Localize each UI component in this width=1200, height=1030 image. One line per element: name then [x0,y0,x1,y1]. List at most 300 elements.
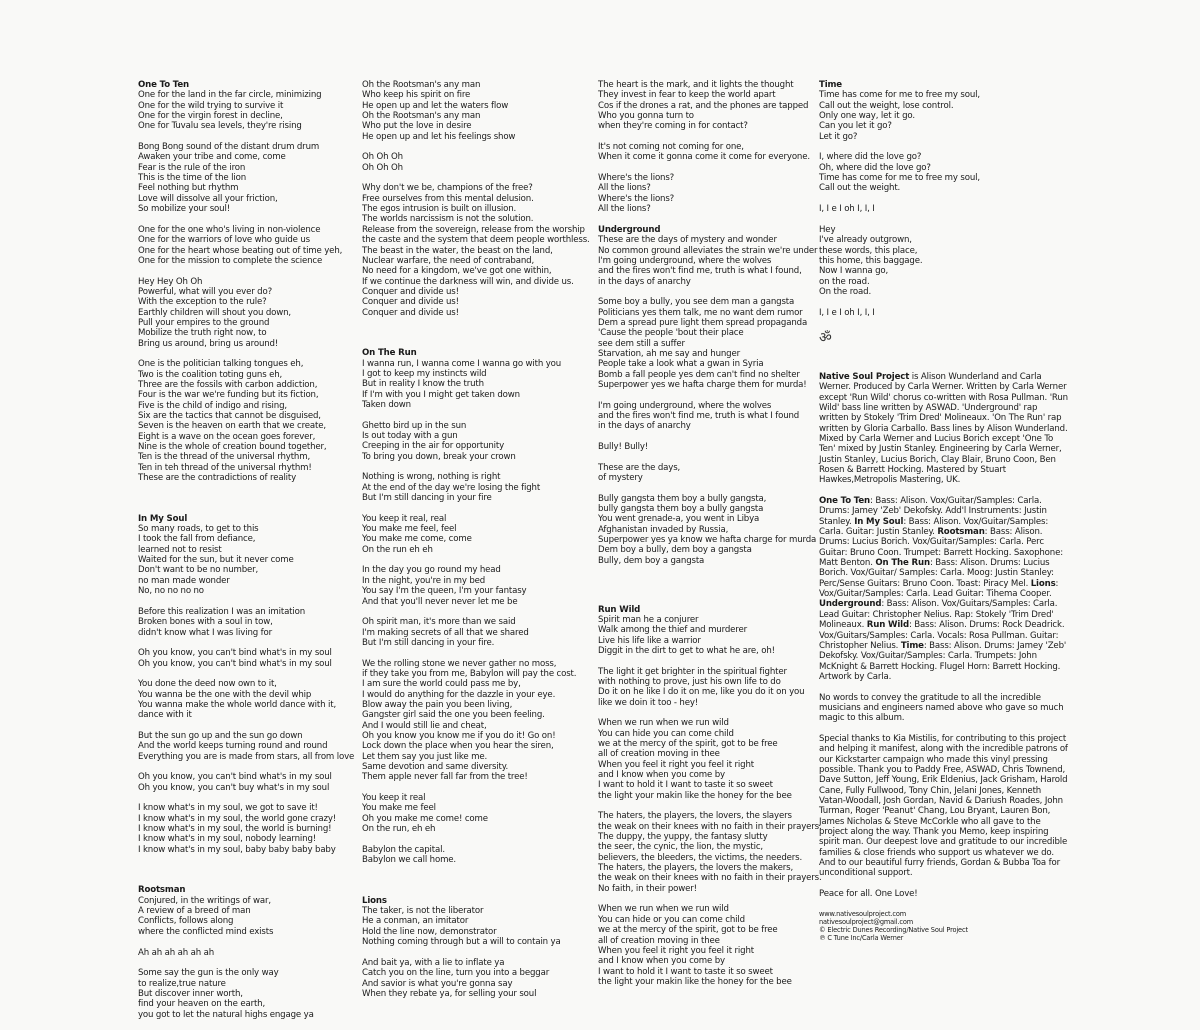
lyric-line: One for the wild trying to survive it [138,100,284,111]
lyric-line: Earthly children will shout you down, [138,307,292,318]
lyric-line: Hold the line now, demonstrator [362,926,497,937]
lyric-line: One for Tuvalu sea levels, they're rising [138,121,302,132]
song-title: Lions [362,895,387,906]
lyric-line: Oh you know, you can't bind what's in my soul [138,658,332,669]
song-on-the-run [362,348,592,865]
stanza [598,493,817,566]
lyric-line: on the road. [819,276,870,287]
lyric-line: Same devotion and same diversity. [362,762,509,772]
lyric-line: Eight is a wave on the ocean goes forever, [138,431,316,442]
song-lions-cont [598,80,810,214]
lyric-line: People take a look what a gwan in Syria [598,359,764,370]
lyric-line: Oh spirit man, it's more than we said [362,617,516,628]
song-underground [598,224,818,566]
lyric-line: Four is the war we're funding but its fiction, [138,390,319,401]
lyric-line: the light your makin like the honey for the bee [598,790,792,801]
stanza [138,731,358,762]
lyric-line: Let them say you just like me. [362,751,488,762]
stanza [138,885,358,937]
credits-intro-bold: Native Soul Project [819,371,910,382]
lyric-line: Oh you know, you can't bind what's in my soul [138,648,332,659]
stanza [138,648,358,669]
stanza [598,811,822,894]
lyric-line: Creeping in the air for opportunity [362,441,505,452]
lyric-line: Don't want to be no number, [138,565,259,576]
lyric-line: Politicians yes them talk, me no want dem rumor [598,307,803,318]
stanza [598,718,810,801]
lyric-line: Oh you know you know me if you do it! Go on! [362,730,556,741]
lyric-line: the light your makin like the honey for the bee [598,976,792,987]
lyric-line: Release from the sovereign, release from the worship [362,224,585,235]
lyric-line: Dem a spread pure light them spread propaganda [598,317,808,328]
credits-peace: Peace for all. One Love! [819,889,918,900]
lyric-line: Hey [819,224,836,235]
lyric-line: Waited for the sun, but it never come [138,555,294,566]
stanza [138,142,358,214]
lyric-line: and I know when you come by [598,770,725,780]
lyric-line: I, I e I oh I, I, I [819,204,875,215]
credit-song-name: Underground [819,599,882,610]
lyric-line: But I'm still dancing in your fire [362,493,492,504]
lyric-line: Why don't we be, champions of the free? [362,183,533,194]
lyric-line: believers, the bleeders, the victims, the needers. [598,852,803,863]
lyric-line: Gangster girl said the one you been feeling. [362,710,545,721]
lyric-line: Time has come for me to free my soul, [819,173,980,184]
lyric-line: The egos intrusion is built on illusion. [362,204,517,215]
lyric-line: These are the days, [598,462,681,473]
lyric-line: these words, this place, [819,245,918,256]
credit-song-text: : Bass: Alison. Drums: Lucius Borich. Vox/Guitar/ Samples: Carla. Moog: Justin Stanley: Perc/Sense Guitars: Bruno Coon. Toast: Piracy Mel. [819,558,1054,589]
lyric-line: Ah ah ah ah ah ah [138,947,214,958]
song-title: Run Wild [598,604,641,615]
lyric-line: with nothing to prove, just his own life to do [598,676,781,687]
stanza [819,225,1069,297]
lyric-line: I know what's in my soul, we got to save it! [138,803,318,814]
song-rootsman [138,885,358,1019]
stanza [362,183,592,317]
lyric-line: Ten in teh thread of the universal rhythm! [138,462,312,473]
lyric-line: So many roads, to get to this [138,524,259,535]
lyric-line: Oh you know, you can't buy what's in my soul [138,782,330,793]
lyric-line: I wanna run, I wanna come I wanna go with you [362,358,562,369]
lyric-line: I'm going underground, where the wolves [598,400,772,411]
lyric-line: He open up and let his feelings show [362,131,516,142]
lyric-line: One for the one who's living in non-violence [138,224,321,235]
lyric-line: You say I'm the queen, I'm your fantasy [362,586,527,597]
lyric-line: the weak on their knees with no faith in their prayers. [598,873,822,884]
stanza [362,348,592,410]
lyric-line: And bait ya, with a lie to inflate ya [362,957,505,968]
lyric-line: I know what's in my soul, the world gone crazy! [138,813,337,824]
stanza [138,514,358,597]
lyric-line: But in reality I know the truth [362,379,484,390]
lyric-line: Seven is the heaven on earth that we create, [138,421,326,432]
lyric-line: Bong Bong sound of the distant drum drum [138,142,320,153]
lyric-line: Bomb a fall people yes dem can't find no shelter [598,369,800,380]
lyric-line: if they take you from me, Babylon will pay the cost. [362,668,577,679]
lyric-line: When we run when we run wild [598,904,729,915]
song-title: Rootsman [138,885,186,896]
lyric-line: I took the fall from defiance, [138,534,256,545]
lyric-line: Some say the gun is the only way [138,968,279,979]
lyric-line: this home, this baggage. [819,255,923,266]
credit-song-name: In My Soul [854,516,904,527]
lyric-line: When it come it gonna come it come for everyone. [598,152,810,163]
credit-song-text: : Bass: Alison. Vox/Guitars/Samples: Carla. Lead Guitar: Christopher Nelius. Rap: Stokely 'Trim Dred' Molineaux. [819,599,1058,631]
lyric-line: 'Cause the people 'bout their place [598,328,744,339]
lyric-line: Superpower yes ya know we hafta charge for murda [598,535,817,546]
lyric-line: Six are the tactics that cannot be disguised, [138,411,321,421]
lyric-line: On the road. [819,286,872,297]
lyric-line: I'm making secrets of all that we shared [362,627,529,638]
lyric-line: Oh, where did the love go? [819,162,931,173]
lyric-line: in the days of anarchy [598,276,691,287]
lyric-line: the seer, the cynic, the lion, the mystic, [598,842,764,853]
lyric-line: You can hide or you can come child [598,914,745,925]
stanza [138,772,358,793]
stanza [819,308,1069,318]
lyric-line: Hey Hey Oh Oh [138,276,203,287]
lyric-line: Who put the love in desire [362,121,472,132]
stanza [138,803,358,855]
stanza [362,958,592,999]
lyric-line: Who you gonna turn to [598,111,694,122]
column-1 [138,80,358,1030]
lyric-line: all of creation moving in thee [598,749,720,760]
lyric-line: Bring us around, bring us around! [138,338,279,349]
stanza [362,152,592,173]
lyric-line: When we run when we run wild [598,718,729,729]
lyric-line: Lock down the place when you hear the siren, [362,741,554,752]
lyric-line: when they're coming in for contact? [598,121,748,132]
lyric-line: Oh you know, you can't bind what's in my soul [138,772,332,783]
lyric-line: Call out the weight, lose control. [819,100,954,111]
lyric-line: Conquer and divide us! [362,297,459,308]
lyric-line: I am sure the world could pass me by, [362,679,521,690]
song-title: In My Soul [138,513,188,524]
lyric-line: You done the deed now own to it, [138,679,277,690]
lyric-line: Ten is the thread of the universal rhythm, [138,452,311,463]
stanza [362,421,592,462]
lyric-line: You make me come, come [362,534,472,545]
lyric-line: Conjured, in the writings of war, [138,895,271,906]
copyright-line: © Electric Dunes Recording/Native Soul Project [819,926,968,935]
lyric-line: The heart is the mark, and it lights the thought [598,80,794,90]
lyric-line: Is out today with a gun [362,431,458,441]
lyric-line: Conflicts, follows along [138,916,234,927]
lyric-line: On the run, eh eh [362,824,436,835]
lyric-line: Afghanistan invaded by Russia, [598,524,729,535]
lyric-line: But the sun go up and the sun go down [138,730,303,741]
lyric-line: Love will dissolve all your friction, [138,193,278,204]
lyric-line: The taker, is not the liberator [362,906,484,917]
lyric-line: But discover inner worth, [138,988,243,999]
lyric-line: One is the politician talking tongues eh, [138,359,304,370]
stanza [138,359,358,483]
lyric-line: It's not coming not coming for one, [598,142,744,153]
lyric-line: Ghetto bird up in the sun [362,420,467,431]
lyric-line: These are the days of mystery and wonder [598,235,777,246]
lyric-line: I, where did the love go? [819,152,922,163]
lyric-line: The haters, the players, the lovers, the slayers [598,811,792,822]
lyric-line: no man made wonder [138,575,230,586]
credit-song-text: : Vox/Guitar/Samples: Carla. Lead Guitar: Tihema Cooper. [819,578,1059,600]
stanza [598,442,810,452]
lyric-line: Nothing is wrong, nothing is right [362,472,501,483]
lyric-line: Broken bones with a soul in tow, [138,617,273,628]
lyric-line: He a conman, an imitator [362,916,469,927]
credit-song-text: : Bass: Alison. Drums: Rock Deadrick. Vox/Guitars/Samples: Carla. Vocals: Rosa Pullman. Guitar: Christopher Nelius. [819,620,1065,651]
lyric-line: I'm going underground, where the wolves [598,255,772,266]
lyric-line: didn't know what I was living for [138,627,273,638]
stanza [362,659,592,783]
lyric-line: in the days of anarchy [598,421,691,432]
credit-song-text: : Bass: Alison. Vox/Guitar/Samples: Carla. Drums: Jamey 'Zeb' Dekofsky. Add'l Instruments: Justin Stanley. [819,496,1047,527]
copyright-line: ℗ C Tune Inc/Carla Werner [819,934,904,943]
stanza [138,607,358,638]
column-2 [362,80,592,1010]
stanza [819,204,1069,214]
stanza [362,896,592,948]
lyric-line: the weak on their knees with no faith in their prayers. [598,821,822,832]
credit-song-name: On The Run [875,558,930,569]
lyric-line: Nine is the whole of creation bound together, [138,442,327,453]
credits-thanks: Special thanks to Kia Mistilis, for contributing to this project and helping it manifest, along with the incredible patrons of our Kickstarter campaign who made this vinyl pressing possible. Thank you to Paddy Free, ASWAD, Chris Townend, Dave Sutton, Jeff Young, Erik Eldenius, Jack Grisham, Harold Cane, Fully Fullwood, Tony Chin, Jelani Jones, Kenneth Vatan-Woodall, Josh Gordan, Navid & Dariush Roades, John Turman, Roger 'Peanut' Chang, Lou Bryant, Lauren Bon, James Nicholas & Steve McCorkle who all gave to the project along the way. Thank you Memo, keep inspiring spirit man. Our deepest love and gratitude to our incredible families & close friends who support us whatever we do. And to our beautiful furry friends, Gordan & Bubba Toa for unconditional support. [819,733,1068,879]
lyric-line: And I would still lie and cheat, [362,720,487,731]
column-3 [598,80,822,998]
lyric-line: One for the land in the far circle, minimizing [138,90,322,101]
stanza [819,152,1069,193]
lyric-line: Mobilize the truth right now, to [138,328,267,339]
lyric-line: And that you'll never never let me be [362,596,518,607]
lyric-line: I've already outgrown, [819,235,912,246]
lyric-line: The light it get brighter in the spiritual fighter [598,666,787,677]
lyric-line: Superpower yes we hafta charge them for murda! [598,379,807,390]
lyric-line: Time has come for me to free my soul, [819,90,980,101]
lyric-line: see dem still a suffer [598,338,685,349]
lyric-line: Where's the lions? [598,173,675,184]
lyric-line: Conquer and divide us! [362,307,459,318]
lyric-line: Two is the coalition toting guns eh, [138,369,283,380]
stanza [598,142,810,163]
lyric-line: Taken down [362,399,411,410]
stanza [138,948,358,958]
credit-song-text: : Bass: Alison. Drums: Jamey 'Zeb' Dekofsky. Vox/Guitar/Samples: Carla. Trumpets: John McKnight & Barrett Hocking. Flugel Horn: Barrett Hocking. Artwork by Carla. [819,640,1067,682]
song-title: Time [819,80,842,90]
credit-song-name: Lions [1030,578,1056,589]
lyric-line: One for the warriors of love who guide us [138,235,310,246]
song-run-wild [598,604,822,988]
lyric-line: Live his life like a warrior [598,635,701,646]
lyric-line: This is the time of the lion [138,173,247,184]
lyric-line: Babylon the capital. [362,844,445,855]
lyric-line: Five is the child of indigo and rising, [138,400,287,411]
lyric-line: of mystery [598,473,643,484]
song-title: Underground [598,224,661,235]
lyric-line: and I know when you come by [598,956,725,967]
lyric-line: Oh the Rootsman's any man [362,111,481,122]
song-in-my-soul [138,514,358,855]
lyric-line: you got to let the natural highs engage ya [138,1009,314,1020]
credits-intro-text: is Alison Wunderland and Carla Werner. Produced by Carla Werner. Written by Carla Werner except 'Run Wild' chorus co-written with Rosa Pullman. 'Run Wild' bass line written by ASWAD. 'Underground' rap written by Stokely 'Trim Dred' Molineaux. 'On The Run' rap written by Gloria Carballo. Bass lines by Alison Wunderland. Mixed by Carla Werner and Lucius Borich except 'One To Ten' mixed by Justin Stanley. Engineering by Carla Werner, Justin Stanley, Lucius Borich, Clay Blair, Bruno Coon, Ben Rosen & Barrett Hocking. Mastered by Stuart Hawkes,Metropolis Mastering, UK. [819,371,1068,486]
lyric-line: I know what's in my soul, baby baby baby baby [138,844,336,855]
lyric-line: we at the mercy of the spirit, got to be free [598,925,778,936]
lyric-line: Call out the weight. [819,183,901,194]
lyric-line: I know what's in my soul, the world is burning! [138,824,332,835]
credit-song-name: Time [900,640,924,651]
lyric-line: to realize,true nature [138,978,226,989]
stanza [362,845,592,866]
lyric-line: On the run eh eh [362,544,433,555]
stanza [138,277,358,349]
credits-intro [819,372,1069,486]
lyric-line: You make me feel, feel [362,524,457,535]
lyric-line: Let it go? [819,131,858,142]
email-link[interactable]: nativesoulproject@gmail.com [819,917,913,926]
lyric-line: One for the heart whose beating out of time yeh, [138,245,343,256]
lyric-line: Oh the Rootsman's any man [362,80,481,90]
lyric-line: bully gangsta them boy a bully gangsta [598,504,764,515]
credit-song-name: Rootsman [937,527,985,538]
lyric-line: Before this realization I was an imitation [138,606,306,617]
lyric-line: No, no no no no [138,586,204,597]
lyric-line: Where's the lions? [598,193,675,204]
stanza [598,80,810,132]
song-time [819,80,1069,318]
credits [819,372,1069,943]
stanza [362,472,592,503]
lyric-line: we at the mercy of the spirit, got to be free [598,738,778,749]
lyric-line: Them apple never fall far from the tree! [362,772,528,783]
lyric-line: These are the contradictions of reality [138,473,297,484]
lyric-line: I would do anything for the dazzle in your eye. [362,689,556,700]
lyric-line: And the world keeps turning round and round [138,741,328,752]
lyric-line: Starvation, ah me say and hunger [598,348,741,359]
lyric-line: where the conflicted mind exists [138,926,274,937]
stanza [138,225,358,266]
lyric-line: When you feel it right you feel it right [598,759,754,770]
lyric-line: Some boy a bully, you see dem man a gangsta [598,297,795,308]
stanza [138,679,358,720]
song-lions [362,896,592,999]
lyric-line: Blow away the pain you been living, [362,699,513,710]
lyric-line: A review of a breed of man [138,906,251,917]
lyric-line: and the fires won't find me, truth is what I found [598,411,800,421]
lyric-line: You keep it real, real [362,513,447,524]
lyric-line: Spirit man he a conjurer [598,614,699,625]
lyric-line: Everything you are is made from stars, all from love [138,751,355,762]
lyric-line: find your heaven on the earth, [138,999,266,1010]
lyric-line: At the end of the day we're losing the fight [362,482,541,493]
lyric-line: Catch you on the line, turn you into a beggar [362,968,550,979]
song-title: One To Ten [138,80,190,90]
lyric-line: He open up and let the waters flow [362,100,509,111]
lyric-line: With the exception to the rule? [138,297,267,308]
lyric-line: The worlds narcissism is not the solution. [362,214,534,225]
lyric-line: Diggit in the dirt to get to what he are, oh! [598,645,775,656]
lyric-line: The duppy, the yuppy, the fantasy slutty [598,832,768,843]
stanza [598,173,810,214]
lyric-line: Nothing coming through but a will to contain ya [362,937,561,948]
lyric-line: Now I wanna go, [819,266,889,277]
lyric-line: Oh Oh Oh [362,152,403,163]
lyric-line: Babylon we call home. [362,855,457,866]
song-rootsman-cont [362,80,592,318]
stanza [362,617,592,648]
lyric-line: I want to hold it I want to taste it so sweet [598,780,773,791]
stanza [598,605,810,657]
lyric-line: You wanna make the whole world dance with it, [138,699,337,710]
lyric-line: You wanna be the one with the devil whip [138,689,312,700]
lyric-line: Do it on he like I do it on me, like you do it on you [598,687,805,698]
lyric-line: All the lions? [598,204,651,215]
lyric-line: Walk among the thief and murderer [598,625,747,636]
lyric-line: No faith, in their power! [598,883,697,894]
lyric-line: Bully, dem boy a gangsta [598,555,705,566]
lyric-line: Who keep his spirit on fire [362,90,471,101]
stanza [362,793,592,834]
lyric-line: To bring you down, break your crown [362,451,516,462]
lyric-line: If I'm with you I might get taken down [362,389,520,400]
lyric-line: Feel nothing but rhythm [138,183,239,194]
lyric-line: So mobilize your soul! [138,204,230,215]
lyric-line: I got to keep my instincts wild [362,368,487,379]
lyric-line: No common ground alleviates the strain we're under [598,245,818,256]
stanza [598,904,810,987]
lyric-line: dance with it [138,710,192,721]
lyric-line: If we continue the darkness will win, and divide us. [362,276,574,287]
lyric-line: In the day you go round my head [362,565,501,576]
stanza [362,565,592,606]
stanza [598,297,810,390]
om-symbol-icon: ॐ [819,329,832,346]
lyric-line: You went grenade-a, you went in Libya [598,514,760,525]
lyric-line: I know what's in my soul, nobody learning! [138,834,317,845]
lyric-line: Bully! Bully! [598,442,649,453]
lyric-line: Powerful, what will you ever do? [138,286,272,297]
lyric-line: Fear is the rule of the iron [138,162,246,173]
lyric-line: When you feel it right you feel it right [598,945,754,956]
stanza [819,80,1069,142]
stanza [138,968,358,1020]
stanza [138,80,358,132]
column-4 [819,80,1069,943]
lyric-line: Cos if the drones a rat, and the phones are tapped [598,100,809,111]
lyric-line: I, I e I oh I, I, I [819,307,875,318]
website-link[interactable]: www.nativesoulproject.com [819,909,907,918]
lyric-line: You can hide you can come child [598,728,734,739]
lyric-line: Oh Oh Oh [362,162,403,173]
lyric-line: One for the virgin forest in decline, [138,111,283,122]
lyric-line: learned not to resist [138,544,222,555]
lyric-line: The beast in the water, the beast on the land, [362,245,553,256]
fine-print [819,910,1069,943]
lyric-line: You keep it real [362,793,426,804]
lyric-line: the caste and the system that deem people worthless. [362,235,590,246]
lyric-line: We the rolling stone we never gather no moss, [362,658,557,669]
lyric-line: You make me feel [362,803,436,814]
lyric-line: Conquer and divide us! [362,286,459,297]
lyric-line: Nuclear warfare, the need of contraband, [362,255,535,266]
song-title: On The Run [362,348,417,359]
credits-gratitude: No words to convey the gratitude to all the incredible musicians and engineers named above who gave so much magic to this album. [819,692,1064,724]
lyric-line: The haters, the players, the lovers the makers, [598,863,794,874]
lyric-line: They invest in fear to keep the world apart [598,90,776,101]
stanza [598,224,818,287]
lyric-line: Only one way, let it go. [819,111,915,122]
lyric-line: all of creation moving in thee [598,935,720,946]
lyric-line: like we doin it too - hey! [598,697,699,708]
